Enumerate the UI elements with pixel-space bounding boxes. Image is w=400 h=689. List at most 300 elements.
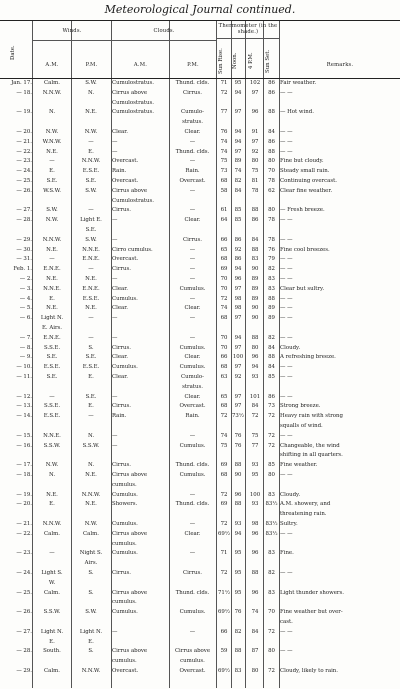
cloud-am-cell: Cirrus.	[112, 344, 131, 351]
table-row	[0, 462, 400, 471]
cloud-pm-cell: —	[189, 256, 196, 263]
noon-temp-cell: 100	[232, 354, 244, 361]
wind-am-cell: Calm.	[44, 668, 60, 674]
header-cloud-am: A.M.	[133, 62, 148, 68]
wind-am-cell: N.N.W.	[42, 236, 62, 243]
sunrise-temp-cell: 69	[220, 462, 228, 469]
cloud-pm-cell: Cumulo-	[181, 109, 204, 116]
cloud-am-cell: Cirrus.	[112, 570, 131, 576]
cloud-am-cell: Overcast.	[112, 178, 139, 184]
header-winds: Winds.	[62, 28, 82, 34]
noon-temp-cell: 98	[234, 305, 242, 312]
cloud-pm-cell: Rain.	[185, 413, 200, 420]
sunrise-temp-cell: 69½	[218, 668, 230, 674]
four-pm-temp-cell: 98	[251, 521, 259, 527]
wind-am-cell: S.S.E.	[43, 403, 61, 410]
cloud-pm-cell: —	[189, 315, 196, 322]
cloud-pm-cell: Cumulus.	[179, 344, 206, 351]
table-row	[0, 217, 400, 226]
four-pm-temp-cell: 80	[251, 344, 259, 351]
four-pm-temp-cell: 89	[251, 276, 259, 282]
date-cell: — 7.	[19, 334, 32, 341]
wind-pm-cell: E.	[88, 148, 94, 155]
cloud-am-cell: Overcast.	[112, 158, 139, 165]
table-row	[0, 423, 400, 432]
cloud-am-cell: Cumulus.	[112, 295, 138, 302]
four-pm-temp-cell: 88	[251, 207, 259, 214]
four-pm-temp-cell: 84	[251, 628, 259, 635]
wind-am-cell: N.E.	[46, 246, 58, 253]
table-row	[0, 198, 400, 207]
header-wind-am: A.M.	[45, 62, 59, 68]
sunrise-temp-cell: 68	[220, 256, 228, 263]
wind-pm-cell: S.E.	[85, 393, 97, 400]
header-bottom-rule	[0, 78, 400, 79]
wind-pm-cell: N.E.	[85, 305, 97, 312]
table-row	[0, 580, 400, 589]
remarks-cell: — —	[280, 256, 293, 263]
wind-pm-cell: Airs.	[84, 560, 98, 567]
wind-am-cell: N.W.	[45, 217, 59, 224]
date-cell: — 3.	[19, 285, 32, 292]
wind-pm-cell: Light E.	[80, 217, 102, 224]
four-pm-temp-cell: 80	[251, 158, 259, 165]
wind-pm-cell: N.E.	[85, 276, 97, 282]
table-row	[0, 560, 400, 569]
wind-am-cell: N.E.	[46, 276, 58, 282]
table-row	[0, 100, 400, 109]
sunset-temp-cell: 72	[268, 413, 275, 420]
four-pm-temp-cell: 75	[251, 432, 259, 439]
table-row	[0, 521, 400, 530]
four-pm-temp-cell: 93	[251, 501, 259, 508]
cloud-am-cell: Cumulostratus.	[112, 99, 154, 106]
sunrise-temp-cell: 71	[220, 550, 228, 557]
sunrise-temp-cell: 70	[220, 334, 228, 341]
cloud-pm-cell: Clear.	[184, 129, 201, 135]
wind-pm-cell: E.S.E.	[82, 364, 100, 371]
sunrise-temp-cell: 68	[220, 364, 228, 371]
noon-temp-cell: 98	[234, 295, 242, 302]
noon-temp-cell: 96	[234, 491, 242, 498]
cloud-am-cell: —	[112, 442, 118, 449]
wind-am-cell: E.	[49, 638, 55, 645]
sunset-temp-cell: 83½	[265, 530, 278, 537]
noon-temp-cell: 97	[234, 403, 242, 410]
table-row	[0, 658, 400, 667]
remarks-cell: Continuing overcast.	[280, 178, 337, 184]
header-date: Date.	[10, 45, 16, 61]
cloud-pm-cell: Cumulus.	[179, 472, 206, 478]
wind-am-cell: S.W.	[46, 207, 58, 214]
sunrise-temp-cell: 65	[220, 393, 228, 400]
table-row	[0, 501, 400, 510]
remarks-cell: — Hot wind.	[280, 109, 314, 116]
header-sunrise: Sun Rise.	[218, 48, 224, 74]
noon-temp-cell: 73½	[232, 413, 244, 420]
date-cell: — 13.	[16, 403, 32, 410]
header-sunset: Sun Set.	[265, 49, 271, 73]
remarks-cell: A.M. showery, and	[280, 501, 331, 508]
remarks-cell: Light thunder showers.	[280, 589, 344, 596]
date-cell: Jan. 17.	[11, 80, 32, 86]
wind-am-cell: N.N.E.	[43, 285, 61, 292]
four-pm-temp-cell: 77	[251, 442, 259, 449]
date-cell: — 10.	[16, 364, 32, 371]
sunset-temp-cell: 79	[268, 256, 275, 263]
header-noon: Noon.	[232, 52, 238, 70]
sunset-temp-cell: 84	[268, 364, 275, 371]
sunset-temp-cell: 83½	[265, 521, 278, 527]
remarks-cell: Cloudy.	[280, 491, 301, 498]
clouds-underline	[112, 40, 216, 41]
wind-am-cell: E.S.E.	[43, 364, 61, 371]
wind-pm-cell: N.E.	[85, 472, 97, 478]
remarks-cell: Heavy rain with strong	[280, 413, 343, 420]
wind-pm-cell: Night S.	[79, 550, 103, 557]
remarks-cell: Sultry.	[280, 521, 298, 527]
wind-am-cell: N.N.E.	[43, 432, 61, 439]
wind-am-cell: S.E.	[46, 374, 58, 380]
date-cell: — 21.	[16, 521, 32, 527]
noon-temp-cell: 89	[234, 158, 242, 165]
cloud-am-cell: Showers.	[112, 501, 138, 508]
table-row	[0, 472, 400, 481]
header-wind-pm: P.M.	[85, 62, 98, 68]
four-pm-temp-cell: 78	[251, 187, 259, 194]
date-cell: — 11.	[16, 374, 32, 380]
sunset-temp-cell: 84	[268, 129, 275, 135]
sunrise-temp-cell: 72	[220, 295, 228, 302]
sunset-temp-cell: 86	[268, 138, 275, 145]
sunrise-temp-cell: 72	[220, 491, 228, 498]
wind-pm-cell: —	[88, 334, 94, 341]
wind-pm-cell: N.N.E.	[82, 246, 100, 253]
sunrise-temp-cell: 71½	[218, 589, 230, 596]
sunset-temp-cell: 73	[268, 403, 275, 410]
sunrise-temp-cell: 70	[220, 285, 228, 292]
cloud-am-cell: Cirrus above	[112, 589, 148, 596]
noon-temp-cell: 88	[234, 462, 242, 469]
noon-temp-cell: 76	[234, 432, 242, 439]
wind-am-cell: —	[49, 158, 55, 165]
sunset-temp-cell: 83	[268, 285, 275, 292]
wind-am-cell: N.E.	[46, 148, 58, 155]
four-pm-temp-cell: 102	[249, 80, 261, 86]
remarks-cell: — —	[280, 530, 293, 537]
sunrise-temp-cell: 69½	[218, 530, 230, 537]
remarks-cell: Clear but sultry.	[280, 285, 325, 292]
date-cell: — 30.	[16, 246, 32, 253]
remarks-cell: — —	[280, 364, 293, 371]
cloud-pm-cell: —	[189, 276, 196, 282]
table-row	[0, 266, 400, 275]
table-row	[0, 119, 400, 128]
cloud-am-cell: Clear.	[112, 305, 128, 312]
wind-am-cell: N.W.	[45, 462, 59, 469]
date-cell: Feb. 1.	[13, 266, 32, 273]
cloud-am-cell: Cumulus.	[112, 521, 138, 527]
cloud-am-cell: Cirrus.	[112, 403, 131, 410]
date-cell: — 20.	[16, 129, 32, 135]
wind-pm-cell: N.N.W.	[81, 158, 101, 165]
wind-am-cell: E.	[49, 501, 55, 508]
cloud-pm-cell: —	[189, 334, 196, 341]
sunrise-temp-cell: 72	[220, 89, 228, 96]
sunrise-temp-cell: 74	[220, 432, 228, 439]
cloud-am-cell: Cirrus above	[112, 648, 148, 655]
noon-temp-cell: 97	[234, 344, 242, 351]
noon-temp-cell: 94	[234, 89, 242, 96]
table-row	[0, 227, 400, 236]
four-pm-temp-cell: 90	[251, 305, 259, 312]
wind-pm-cell: S.W.	[85, 187, 97, 194]
four-pm-temp-cell: 80	[251, 668, 259, 674]
sunset-temp-cell: 72	[268, 628, 275, 635]
four-pm-temp-cell: 101	[249, 393, 261, 400]
four-pm-temp-cell: 88	[251, 246, 259, 253]
cloud-pm-cell: —	[189, 187, 196, 194]
four-pm-temp-cell: 90	[251, 315, 259, 322]
cloud-am-cell: Cumulostratus.	[112, 80, 154, 86]
cloud-am-cell: Clear.	[112, 374, 128, 380]
noon-temp-cell: 86	[234, 256, 242, 263]
table-row	[0, 247, 400, 256]
cloud-am-cell: —	[112, 148, 118, 155]
noon-temp-cell: 97	[234, 364, 242, 371]
wind-pm-cell: E.S.E.	[82, 168, 100, 175]
remarks-cell: — —	[280, 334, 293, 341]
date-cell: — 12.	[16, 393, 32, 400]
date-cell: — 17.	[16, 462, 32, 469]
wind-pm-cell: E.S.E.	[82, 295, 100, 302]
sunrise-temp-cell: 75	[220, 442, 228, 449]
four-pm-temp-cell: 93	[251, 462, 259, 469]
sunset-temp-cell: 80	[268, 472, 275, 478]
wind-am-cell: Light N.	[40, 628, 64, 635]
page-title: Meteorological Journal continued.	[104, 3, 296, 16]
date-cell: — 27.	[16, 207, 32, 214]
wind-am-cell: Calm.	[44, 530, 60, 537]
remarks-cell: shifting in all quarters.	[280, 452, 343, 459]
table-row	[0, 531, 400, 540]
four-pm-temp-cell: 100	[249, 491, 261, 498]
table-row	[0, 452, 400, 461]
sunrise-temp-cell: 74	[220, 148, 228, 155]
cloud-pm-cell: Overcast.	[179, 403, 206, 410]
sunrise-temp-cell: 66	[220, 236, 228, 243]
cloud-am-cell: Cumulus.	[112, 550, 138, 557]
table-row	[0, 296, 400, 305]
remarks-cell: Changeable, the wind	[280, 442, 340, 449]
sunset-temp-cell: 83	[268, 589, 275, 596]
remarks-cell: — —	[280, 129, 293, 135]
table-row	[0, 188, 400, 197]
sunset-temp-cell: 84	[268, 344, 275, 351]
cloud-pm-cell: —	[189, 246, 196, 253]
date-cell: — 29.	[16, 236, 32, 243]
table-row	[0, 629, 400, 638]
cloud-pm-cell: Overcast.	[179, 178, 206, 184]
four-pm-temp-cell: 88	[251, 334, 259, 341]
sunrise-temp-cell: 72	[220, 570, 228, 576]
sunset-temp-cell: 88	[268, 295, 275, 302]
date-cell: — 18.	[16, 89, 32, 96]
table-row	[0, 90, 400, 99]
wind-pm-cell: N.	[87, 89, 95, 96]
date-cell: — 28.	[16, 648, 32, 655]
noon-temp-cell: 97	[234, 148, 242, 155]
table-row	[0, 80, 400, 89]
cloud-am-cell: Overcast.	[112, 668, 139, 674]
remarks-cell: — —	[280, 432, 293, 439]
cloud-am-cell: Cirrus above	[112, 472, 148, 478]
cloud-pm-cell: Overcast.	[179, 668, 206, 674]
sunset-temp-cell: 85	[268, 374, 275, 380]
date-cell: — 26.	[16, 609, 32, 616]
cloud-pm-cell: Clear.	[184, 530, 201, 537]
table-row	[0, 168, 400, 177]
table-row	[0, 590, 400, 599]
remarks-cell: — —	[280, 138, 293, 145]
date-cell: — 18.	[16, 472, 32, 478]
table-row	[0, 256, 400, 265]
table-row	[0, 511, 400, 520]
wind-pm-cell: —	[88, 315, 94, 322]
table-row	[0, 403, 400, 412]
four-pm-temp-cell: 83	[251, 256, 259, 263]
wind-pm-cell: N.	[87, 432, 95, 439]
table-row	[0, 374, 400, 383]
sunset-temp-cell: 88	[268, 148, 275, 155]
cloud-pm-cell: cumulus.	[180, 658, 205, 665]
wind-pm-cell: E.N.E.	[82, 256, 100, 263]
sunrise-temp-cell: 66	[220, 354, 228, 361]
noon-temp-cell: 74	[234, 168, 242, 175]
noon-temp-cell: 83	[234, 668, 242, 674]
sunrise-temp-cell: 77	[220, 109, 228, 116]
cloud-am-cell: cumulus.	[112, 481, 137, 488]
cloud-am-cell: Cirrus above	[112, 89, 148, 96]
sunrise-temp-cell: 69½	[218, 609, 230, 616]
four-pm-temp-cell: 92	[251, 148, 259, 155]
wind-pm-cell: —	[88, 207, 94, 214]
remarks-cell: Cloudy.	[280, 344, 301, 351]
cloud-pm-cell: Cirrus.	[183, 570, 202, 576]
remarks-cell: — —	[280, 315, 293, 322]
cloud-pm-cell: Thund. clds.	[175, 148, 210, 155]
noon-temp-cell: 90	[234, 472, 242, 478]
cloud-pm-cell: Cirrus above	[174, 648, 211, 655]
date-cell: — 9.	[19, 354, 32, 361]
cloud-am-cell: Cumulostratus.	[112, 109, 154, 116]
cloud-pm-cell: stratus.	[182, 119, 203, 126]
sunset-temp-cell: 80	[268, 648, 275, 655]
remarks-cell: Fine weather but over-	[280, 609, 343, 616]
four-pm-temp-cell: 88	[251, 570, 259, 576]
table-row	[0, 599, 400, 608]
cloud-am-cell: Cirrus.	[112, 207, 131, 214]
cloud-pm-cell: Cirrus.	[183, 236, 202, 243]
sunset-temp-cell: 83½	[265, 501, 278, 508]
sunset-temp-cell: 83	[268, 276, 275, 282]
winds-underline	[33, 40, 111, 41]
header-remarks: Remarks.	[326, 62, 354, 68]
four-pm-temp-cell: 89	[251, 295, 259, 302]
wind-am-cell: N.	[48, 109, 56, 116]
wind-pm-cell: S.W.	[85, 80, 97, 86]
remarks-cell: Fine weather.	[280, 462, 318, 469]
header-cloud-pm: P.M.	[187, 62, 199, 68]
noon-temp-cell: 97	[234, 315, 242, 322]
sunrise-temp-cell: 69	[220, 501, 228, 508]
sunrise-temp-cell: 74	[220, 138, 228, 145]
cloud-am-cell: —	[112, 138, 118, 145]
date-cell: — 25.	[16, 589, 32, 596]
noon-temp-cell: 94	[234, 266, 242, 273]
noon-temp-cell: 92	[234, 246, 242, 253]
date-cell: — 19.	[16, 109, 32, 116]
sunrise-temp-cell: 70	[220, 276, 228, 282]
wind-am-cell: Calm.	[44, 80, 60, 86]
sunset-temp-cell: 88	[268, 354, 275, 361]
four-pm-temp-cell: 86	[251, 217, 259, 224]
cloud-pm-cell: —	[189, 491, 196, 498]
header-4pm: 4 P.M.	[248, 52, 254, 70]
table-row	[0, 305, 400, 314]
wind-am-cell: E.	[49, 168, 55, 175]
noon-temp-cell: 88	[234, 501, 242, 508]
table-row	[0, 619, 400, 628]
cloud-am-cell: Clear.	[112, 129, 128, 135]
noon-temp-cell: 85	[234, 207, 242, 214]
sunset-temp-cell: 80	[268, 207, 275, 214]
wind-pm-cell: E.	[88, 403, 94, 410]
remarks-cell: Steady small rain.	[280, 168, 330, 175]
wind-am-cell: N.E.	[46, 305, 58, 312]
four-pm-temp-cell: 94	[251, 364, 259, 371]
cloud-pm-cell: Clear.	[184, 217, 201, 224]
wind-pm-cell: S.	[88, 589, 94, 596]
four-pm-temp-cell: 75	[251, 168, 259, 175]
sunset-temp-cell: 62	[268, 187, 275, 194]
four-pm-temp-cell: 93	[251, 374, 259, 380]
table-row	[0, 443, 400, 452]
remarks-cell: Fine.	[280, 550, 294, 557]
sunset-temp-cell: 83	[268, 550, 275, 557]
wind-am-cell: N.N.W.	[42, 521, 62, 527]
cloud-pm-cell: —	[189, 521, 196, 527]
wind-pm-cell: S.W.	[85, 609, 97, 616]
remarks-cell: — Fresh breeze.	[280, 207, 325, 214]
wind-am-cell: E.S.E.	[43, 413, 61, 420]
noon-temp-cell: 97	[234, 109, 242, 116]
remarks-cell: — —	[280, 89, 293, 96]
noon-temp-cell: 95	[234, 550, 242, 557]
remarks-cell: — —	[280, 374, 293, 380]
remarks-cell: — —	[280, 295, 293, 302]
wind-am-cell: S.E.	[46, 354, 58, 361]
noon-temp-cell: 88	[234, 648, 242, 655]
cloud-am-cell: —	[112, 315, 118, 322]
four-pm-temp-cell: 97	[251, 138, 259, 145]
remarks-cell: — —	[280, 236, 293, 243]
table-row	[0, 492, 400, 501]
sunrise-temp-cell: 73	[220, 168, 228, 175]
cloud-pm-cell: Thund. clds.	[175, 501, 210, 508]
wind-pm-cell: Calm.	[83, 530, 99, 537]
wind-pm-cell: E.N.E.	[82, 285, 100, 292]
